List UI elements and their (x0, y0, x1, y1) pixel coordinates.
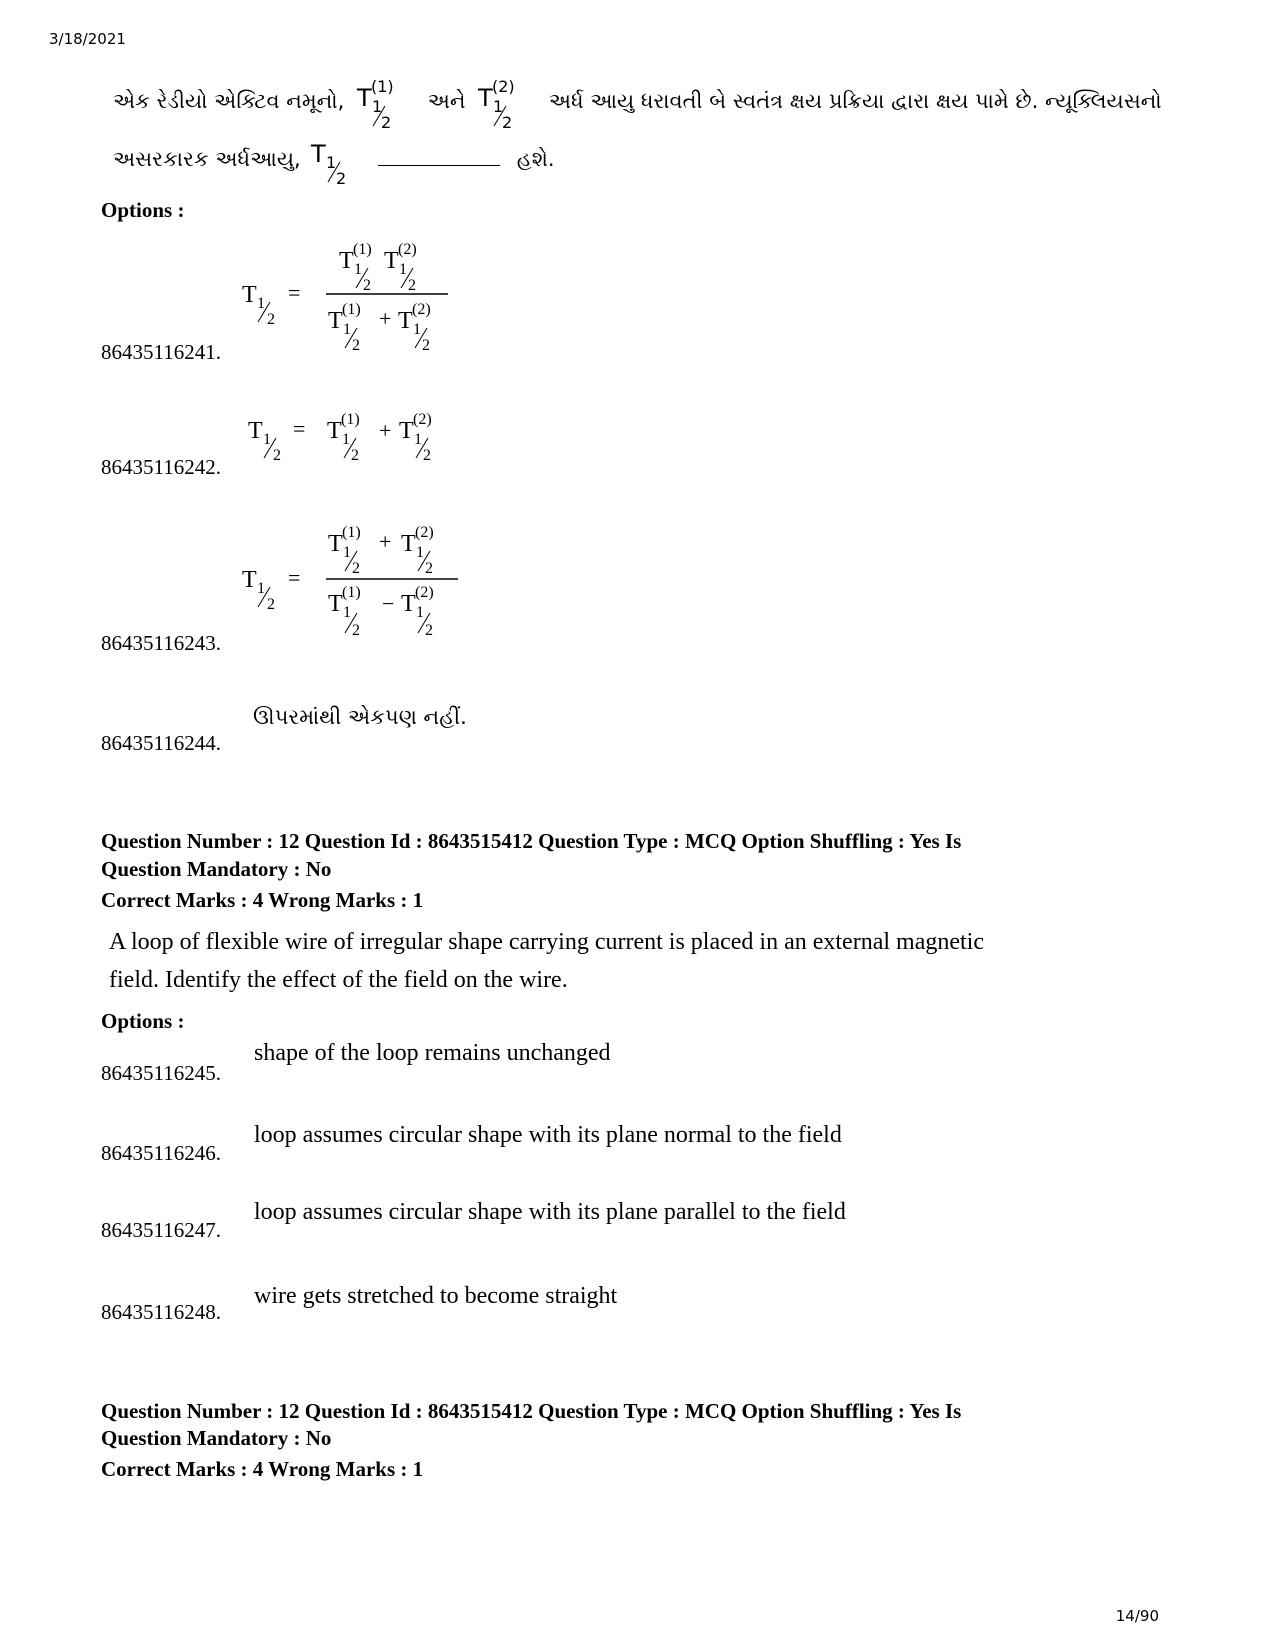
q12-option4-text: wire gets stretched to become straight (254, 1283, 618, 1309)
q11-option2-formula (242, 402, 472, 474)
q11-stem-line1 (113, 78, 1162, 136)
math-T: T (248, 418, 263, 444)
math-half-num: 1 (493, 97, 504, 116)
math-half-num: 1 (343, 604, 351, 621)
math-equals: = (288, 565, 301, 590)
math-half-den: 2 (352, 337, 360, 354)
math-T: T (328, 308, 343, 334)
math-half-den: 2 (363, 277, 371, 294)
q11-stem-t2-symbol (476, 78, 538, 136)
q12-repeat-marks: Correct Marks : 4 Wrong Marks : 1 (101, 1457, 424, 1481)
q12-meta-line2: Question Mandatory : No (101, 857, 332, 881)
q11-stem-line2 (113, 140, 555, 190)
math-plus: + (379, 306, 392, 331)
math-T: T (328, 531, 343, 557)
math-half-den: 2 (425, 622, 433, 639)
math-sup: (2) (415, 524, 434, 541)
q12-repeat-meta-line1: Question Number : 12 Question Id : 8643515412 Question Type : MCQ Option Shuffling : Yes Is (101, 1399, 962, 1423)
q12-option3-id: 86435116247. (101, 1218, 221, 1242)
q12-option1-id: 86435116245. (101, 1061, 221, 1085)
q11-stem-t1-symbol (355, 78, 417, 136)
math-T: T (401, 531, 416, 557)
q11-stem-and: અને (427, 89, 466, 113)
math-T: T (242, 282, 257, 308)
math-T: T (384, 248, 399, 274)
math-half-num: 1 (342, 431, 350, 448)
math-half-num: 1 (326, 153, 337, 172)
math-half-num: 1 (372, 97, 383, 116)
math-half-den: 2 (352, 560, 360, 577)
math-half-den: 2 (423, 447, 431, 464)
math-equals: = (293, 416, 306, 441)
math-sup: (2) (413, 411, 432, 428)
q11-option4-text: ઊપરમાંથી એકપણ નહીં. (253, 705, 467, 729)
math-half-den: 2 (422, 337, 430, 354)
math-sup: (2) (398, 241, 417, 258)
math-T: T (311, 140, 327, 168)
q11-answer-blank (378, 145, 500, 166)
q12-option2-text: loop assumes circular shape with its plane normal to the field (254, 1122, 842, 1148)
math-T: T (478, 84, 493, 112)
math-half-den: 2 (267, 311, 275, 328)
math-sup: (1) (341, 411, 360, 428)
math-T: T (242, 567, 257, 593)
math-half-den: 2 (408, 277, 416, 294)
math-T: T (401, 591, 416, 617)
q11-stem-part2: અર્ધ આયુ ધરાવતી બે સ્વતંત્ર ક્ષય પ્રક્રિયા દ્વારા ક્ષય પામે છે. ન્યૂક્લિયસનો (548, 89, 1162, 113)
math-sup: (2) (492, 78, 515, 96)
math-T: T (399, 418, 414, 444)
math-T: T (357, 84, 372, 112)
math-plus: + (379, 418, 392, 443)
math-half-num: 1 (399, 261, 407, 278)
q11-stem-t-symbol (309, 140, 359, 190)
q12-options-label: Options : (101, 1009, 185, 1033)
math-half-num: 1 (414, 431, 422, 448)
q11-option1-formula (236, 232, 466, 360)
math-T: T (327, 418, 342, 444)
math-half-num: 1 (257, 295, 265, 312)
math-half-den: 2 (336, 169, 347, 188)
q11-option4-id: 86435116244. (101, 731, 221, 755)
math-sup: (1) (353, 241, 372, 258)
q11-options-label: Options : (101, 198, 185, 222)
math-half-num: 1 (416, 544, 424, 561)
math-equals: = (288, 280, 301, 305)
math-half-num: 1 (257, 580, 265, 597)
q12-option2-id: 86435116246. (101, 1141, 221, 1165)
q11-option2-id: 86435116242. (101, 455, 221, 479)
math-sup: (2) (412, 301, 431, 318)
q12-stem-line1: A loop of flexible wire of irregular shape carrying current is placed in an external magnetic (109, 929, 984, 955)
q12-marks: Correct Marks : 4 Wrong Marks : 1 (101, 888, 424, 912)
page-number: 14/90 (1115, 1607, 1159, 1625)
math-half-den: 2 (273, 447, 281, 464)
math-sup: (1) (371, 78, 394, 96)
math-half-num: 1 (343, 544, 351, 561)
q11-stem-part1: એક રેડીયો એક્ટિવ નમૂનો, (113, 89, 345, 113)
math-half-num: 1 (413, 321, 421, 338)
math-sup: (1) (342, 584, 361, 601)
q11-option1-id: 86435116241. (101, 340, 221, 364)
math-half-den: 2 (267, 596, 275, 613)
q12-stem-line2: field. Identify the effect of the field on the wire. (109, 967, 568, 993)
math-half-den: 2 (425, 560, 433, 577)
math-T: T (339, 248, 354, 274)
math-sup: (1) (342, 524, 361, 541)
q11-option3-formula (236, 515, 476, 647)
q12-option4-id: 86435116248. (101, 1300, 221, 1324)
math-half-num: 1 (343, 321, 351, 338)
q12-repeat-meta-line2: Question Mandatory : No (101, 1426, 332, 1450)
math-half-num: 1 (263, 431, 271, 448)
math-sup: (1) (342, 301, 361, 318)
math-half-den: 2 (351, 447, 359, 464)
q11-option3-id: 86435116243. (101, 631, 221, 655)
q12-option1-text: shape of the loop remains unchanged (254, 1040, 611, 1066)
q12-option3-text: loop assumes circular shape with its plane parallel to the field (254, 1199, 846, 1225)
math-half-den: 2 (381, 113, 392, 132)
math-plus: + (379, 529, 392, 554)
q11-stem-line2-start: અસરકારક અર્ધઆયુ, (113, 147, 301, 171)
q12-meta-line1: Question Number : 12 Question Id : 8643515412 Question Type : MCQ Option Shuffling : Yes Is (101, 829, 962, 853)
math-half-den: 2 (352, 622, 360, 639)
math-half-num: 1 (416, 604, 424, 621)
q11-stem-line2-end: હશે. (516, 147, 555, 171)
math-T: T (328, 591, 343, 617)
math-half-den: 2 (502, 113, 513, 132)
print-date: 3/18/2021 (49, 30, 126, 48)
math-minus: − (382, 591, 395, 616)
math-T: T (398, 308, 413, 334)
math-half-num: 1 (354, 261, 362, 278)
math-sup: (2) (415, 584, 434, 601)
